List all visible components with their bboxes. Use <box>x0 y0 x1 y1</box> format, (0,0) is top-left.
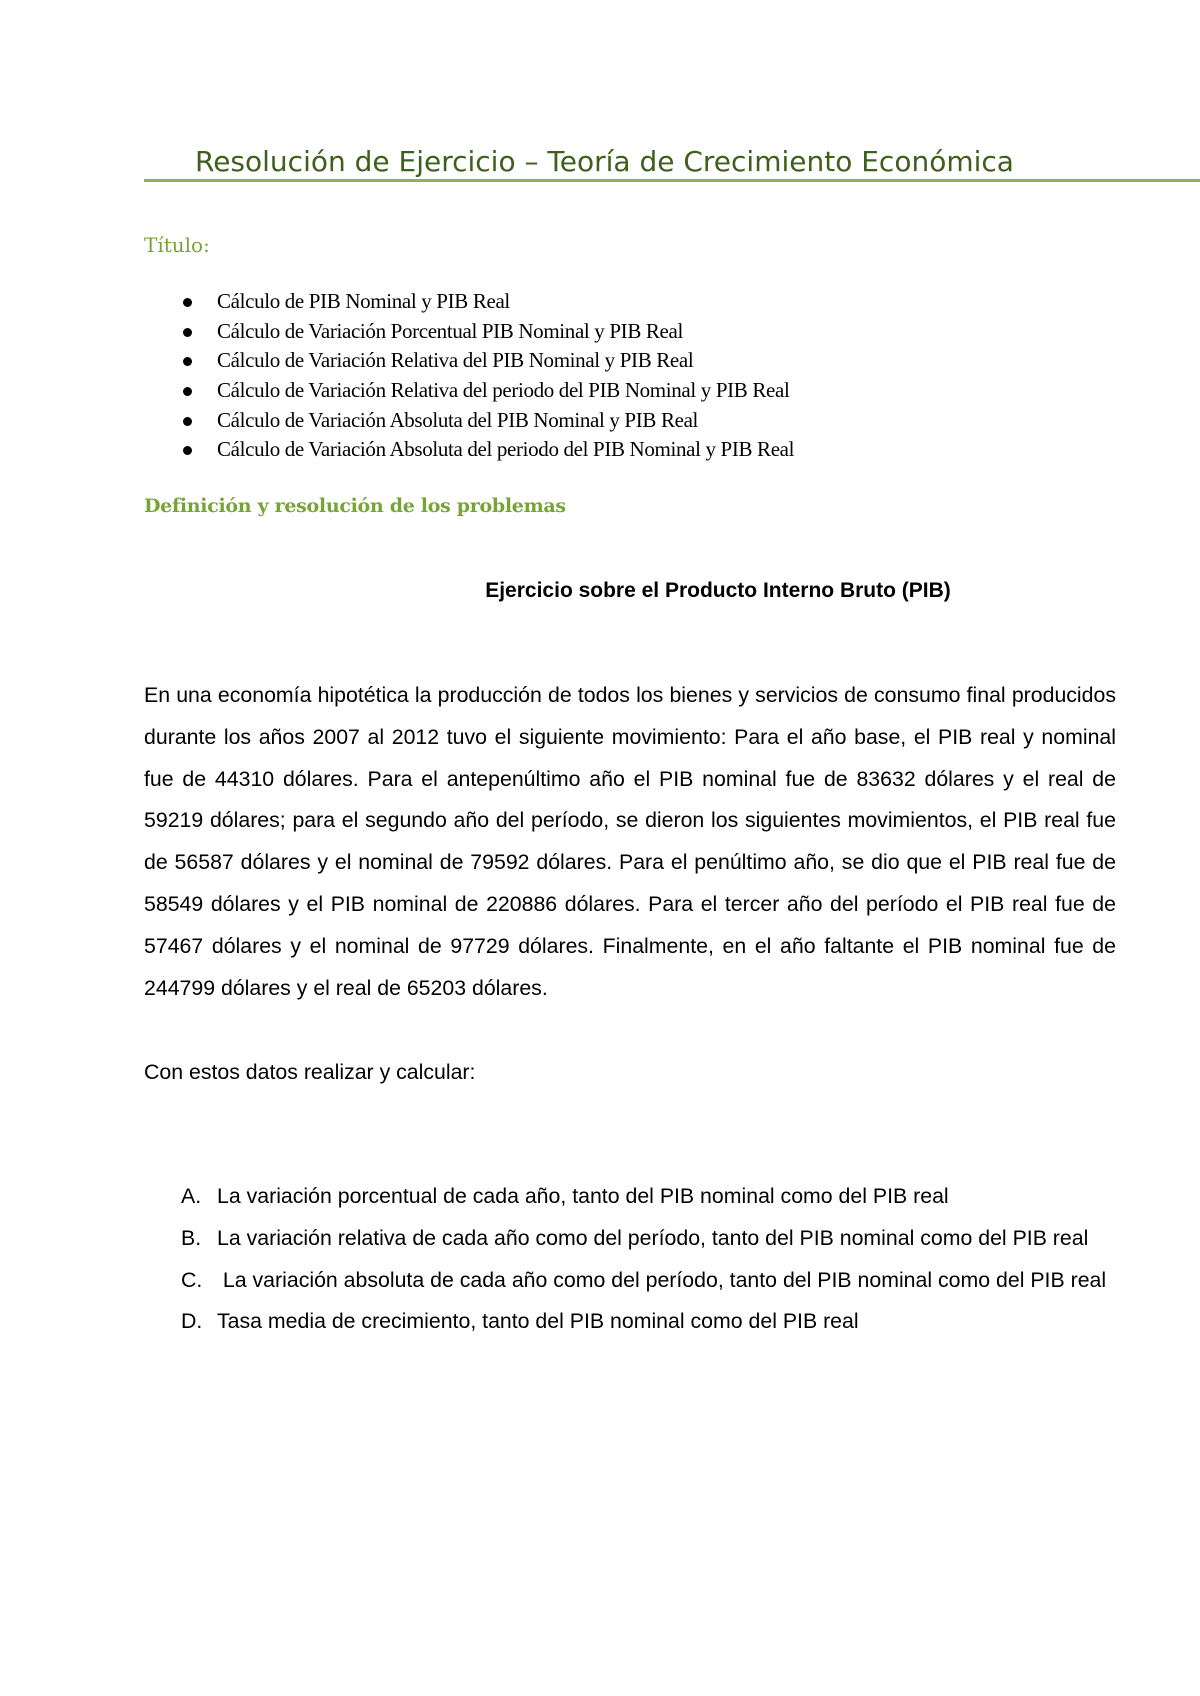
topic-text: Cálculo de Variación Absoluta del periodo del PIB Nominal y PIB Real <box>217 437 795 462</box>
exercise-paragraph: En una economía hipotética la producción de todos los bienes y servicios de consumo final producidos durante los años 2007 al 2012 tuvo el siguiente movimiento: Para el año base, el PIB real y nominal fue de 44310 dólares. Para el antepenúltimo año el PIB nominal fue de 83632 dólares y el real de 59219 dólares; para el segundo año del período, se dieron los siguientes movimientos, el PIB real fue de 56587 dólares y el nominal de 79592 dólares. Para el penúltimo año, se dio que el PIB real fue de 58549 dólares y el PIB nominal de 220886 dólares. Para el tercer año del período el PIB real fue de 57467 dólares y el nominal de 97729 dólares. Finalmente, en el año faltante el PIB nominal fue de 244799 dólares y el real de 65203 dólares. <box>144 683 1116 1000</box>
bullet-icon <box>183 387 192 396</box>
task-item <box>0 1301 1117 1343</box>
task-item <box>0 1260 1117 1302</box>
bullet-icon <box>183 328 192 337</box>
document-title: Resolución de Ejercicio – Teoría de Crecimiento Económica <box>195 145 1014 178</box>
task-letter: D. <box>181 1309 203 1334</box>
task-text: La variación relativa de cada año como del período, tanto del PIB nominal como del PIB real <box>217 1225 1089 1250</box>
task-text: Tasa media de crecimiento, tanto del PIB nominal como del PIB real <box>217 1309 859 1334</box>
task-letter: C. <box>181 1267 203 1292</box>
task-list <box>0 1176 1117 1343</box>
topic-text: Cálculo de PIB Nominal y PIB Real <box>217 289 510 313</box>
exercise-title: Ejercicio sobre el Producto Interno Bruto (PIB) <box>485 579 951 602</box>
task-letter: B. <box>181 1225 202 1250</box>
task-letter: A. <box>181 1184 202 1208</box>
task-text: La variación absoluta de cada año como del período, tanto del PIB nominal como del PIB real <box>217 1267 1107 1292</box>
bullet-icon <box>183 417 192 426</box>
topic-text: Cálculo de Variación Absoluta del PIB Nominal y PIB Real <box>217 407 699 432</box>
topic-text: Cálculo de Variación Relativa del periodo del PIB Nominal y PIB Real <box>217 378 790 403</box>
topic-text: Cálculo de Variación Porcentual PIB Nominal y PIB Real <box>217 318 683 343</box>
title-label: Título: <box>144 233 210 257</box>
bullet-icon <box>183 446 192 455</box>
task-text: La variación porcentual de cada año, tanto del PIB nominal como del PIB real <box>217 1184 949 1208</box>
task-item <box>0 1218 1117 1260</box>
bullet-icon <box>183 298 192 307</box>
instruction-text: Con estos datos realizar y calcular: <box>144 1060 476 1084</box>
task-item <box>0 1176 1117 1218</box>
bullet-icon <box>183 357 192 366</box>
topic-text: Cálculo de Variación Relativa del PIB Nominal y PIB Real <box>217 348 694 373</box>
title-underline <box>144 179 1200 182</box>
section-heading: Definición y resolución de los problemas <box>144 495 566 517</box>
